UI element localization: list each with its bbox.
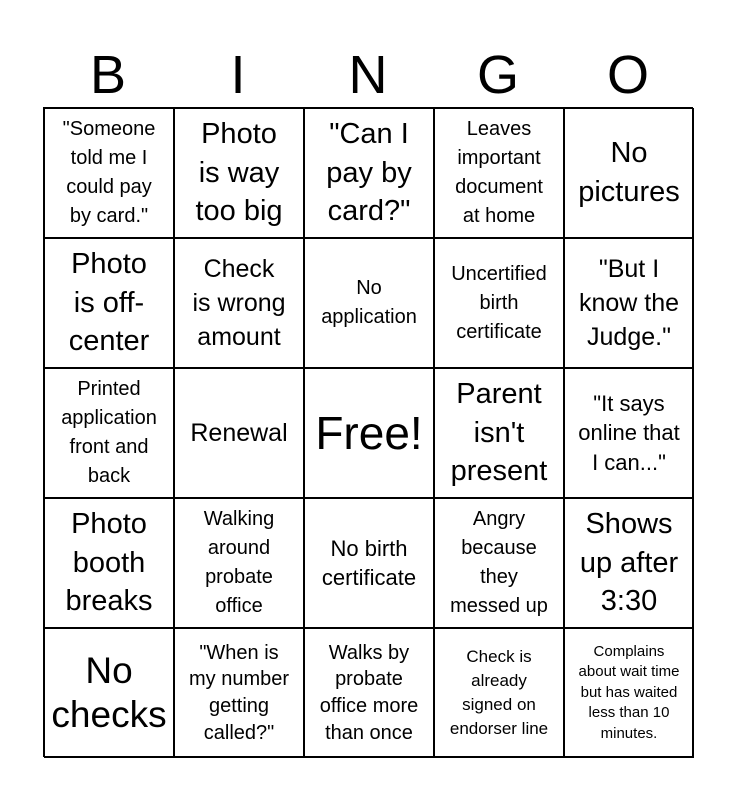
bingo-cell-r1c1[interactable]: [44, 108, 174, 238]
cell-text: Angry because they messed up: [450, 508, 548, 617]
header-letter-n: N: [348, 45, 388, 105]
header-letter-b: B: [89, 45, 127, 105]
cell-text: "But I know the Judge.": [578, 254, 680, 352]
cell-text: "It says online that I can...": [578, 391, 680, 475]
bingo-cell-r1c4[interactable]: [434, 108, 564, 238]
bingo-cell-r1c5[interactable]: [564, 108, 694, 238]
bingo-cell-r2c4[interactable]: [434, 238, 564, 368]
bingo-cell-r5c3[interactable]: [304, 628, 434, 758]
cell-text: Walking around probate office: [203, 508, 275, 617]
free-space-text: Free!: [315, 406, 423, 459]
bingo-cell-r5c1[interactable]: [44, 628, 174, 758]
cell-text: No application: [321, 277, 417, 328]
bingo-cell-r4c2[interactable]: [174, 498, 304, 628]
cell-text: No checks: [51, 649, 167, 735]
bingo-cell-r4c5[interactable]: [564, 498, 694, 628]
bingo-cell-r3c4[interactable]: [434, 368, 564, 498]
cell-text: Printed application front and back: [61, 378, 157, 487]
bingo-cell-r3c2[interactable]: [174, 368, 304, 498]
bingo-cell-r4c4[interactable]: [434, 498, 564, 628]
cell-text: Uncertified birth certificate: [451, 262, 547, 343]
bingo-cell-r1c2[interactable]: [174, 108, 304, 238]
bingo-cell-r4c1[interactable]: [44, 498, 174, 628]
cell-text: No pictures: [578, 137, 680, 208]
bingo-cell-r5c2[interactable]: [174, 628, 304, 758]
cell-text: Photo is way too big: [195, 117, 283, 228]
bingo-cell-r4c3[interactable]: [304, 498, 434, 628]
bingo-board: [43, 107, 693, 757]
bingo-cell-r2c3[interactable]: [304, 238, 434, 368]
bingo-cell-r2c5[interactable]: [564, 238, 694, 368]
cell-text: "Can I pay by card?": [326, 117, 412, 228]
cell-text: "When is my number getting called?": [188, 641, 290, 744]
header-letter-i: I: [230, 45, 246, 105]
header-letter-o: O: [606, 45, 649, 105]
bingo-cell-r3c1[interactable]: [44, 368, 174, 498]
bingo-header: [43, 42, 693, 108]
cell-text: "Someone told me I could pay by card.": [62, 118, 156, 227]
cell-text: Shows up after 3:30: [579, 507, 679, 618]
cell-text: No birth certificate: [321, 535, 417, 590]
bingo-cell-r2c2[interactable]: [174, 238, 304, 368]
cell-text: Check is wrong amount: [192, 254, 286, 352]
bingo-cell-r5c4[interactable]: [434, 628, 564, 758]
cell-text: Check is already signed on endorser line: [449, 647, 549, 738]
header-letter-g: G: [476, 45, 519, 105]
free-space-cell[interactable]: [304, 368, 434, 498]
cell-text: Leaves important document at home: [455, 118, 543, 227]
bingo-cell-r3c5[interactable]: [564, 368, 694, 498]
bingo-cell-r5c5[interactable]: [564, 628, 694, 758]
cell-text: Photo booth breaks: [65, 507, 153, 618]
bingo-cell-r1c3[interactable]: [304, 108, 434, 238]
cell-text: Complains about wait time but has waited less than 10 minutes.: [578, 643, 680, 742]
cell-text: Parent isn't present: [450, 377, 548, 488]
bingo-cell-r2c1[interactable]: [44, 238, 174, 368]
cell-text: Walks by probate office more than once: [319, 641, 419, 744]
cell-text: Renewal: [190, 418, 288, 447]
cell-text: Photo is off- center: [68, 247, 150, 358]
